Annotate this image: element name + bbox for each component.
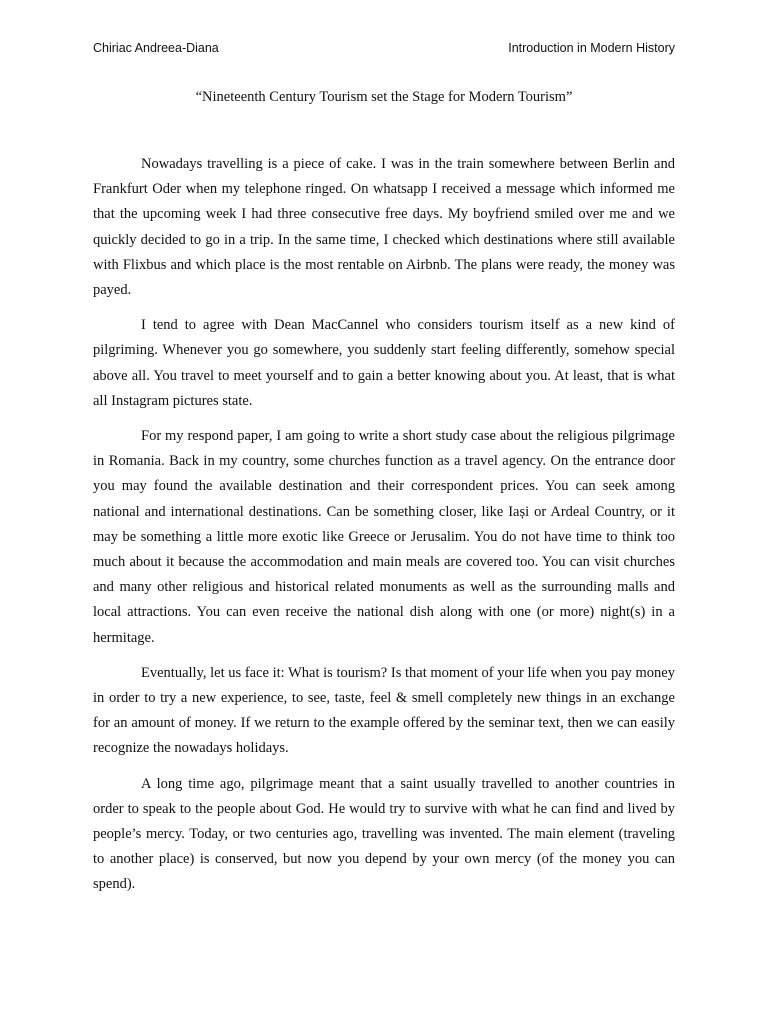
- paragraph-3: For my respond paper, I am going to write a short study case about the religious pilgrimage in Romania. Back in my country, some churches function as a travel agency. On the entrance door you may found the available destination and their correspondent prices. You can seek among national and international destinations. Can be something closer, like Iași or Ardeal Country, or it may be something a little more exotic like Greece or Jerusalim. You do not have time to think too much about it because the accommodation and main meals are covered too. You can visit churches and many other religious and historical related monuments as well as the surrounding malls and local attractions. You can even receive the national dish along with one (or more) night(s) in a hermitage.: [93, 428, 675, 646]
- document-title: “Nineteenth Century Tourism set the Stage for Modern Tourism”: [195, 89, 573, 105]
- document-body: [93, 152, 675, 908]
- author-name: Chiriac Andreea-Diana: [93, 41, 219, 55]
- paragraph-4: Eventually, let us face it: What is tourism? Is that moment of your life when you pay money in order to try a new experience, to see, taste, feel & smell completely new things in an exchange for an amount of money. If we return to the example offered by the seminar text, then we can easily recognize the nowadays holidays.: [93, 664, 675, 757]
- paragraph-5: A long time ago, pilgrimage meant that a saint usually travelled to another countries in order to speak to the people about God. He would try to survive with what he can find and lived by people’s mercy. Today, or two centuries ago, travelling was invented. The main element (traveling to another place) is conserved, but now you depend by your own mercy (of the money you can spend).: [93, 775, 675, 893]
- page-header: [93, 41, 675, 61]
- course-name: Introduction in Modern History: [508, 41, 675, 55]
- paragraph-2: I tend to agree with Dean MacCannel who considers tourism itself as a new kind of pilgriming. Whenever you go somewhere, you suddenly start feeling differently, somehow special above all. You travel to meet yourself and to gain a better knowing about you. At least, that is what all Instagram pictures state.: [93, 317, 675, 409]
- paragraph-1: Nowadays travelling is a piece of cake. I was in the train somewhere between Berlin and Frankfurt Oder when my telephone ringed. On whatsapp I received a message which informed me that the upcoming week I had three consecutive free days. My boyfriend smiled over me and we quickly decided to go in a trip. In the same time, I checked which destinations where still available with Flixbus and which place is the most rentable on Airbnb. The plans were ready, the money was payed.: [93, 156, 675, 299]
